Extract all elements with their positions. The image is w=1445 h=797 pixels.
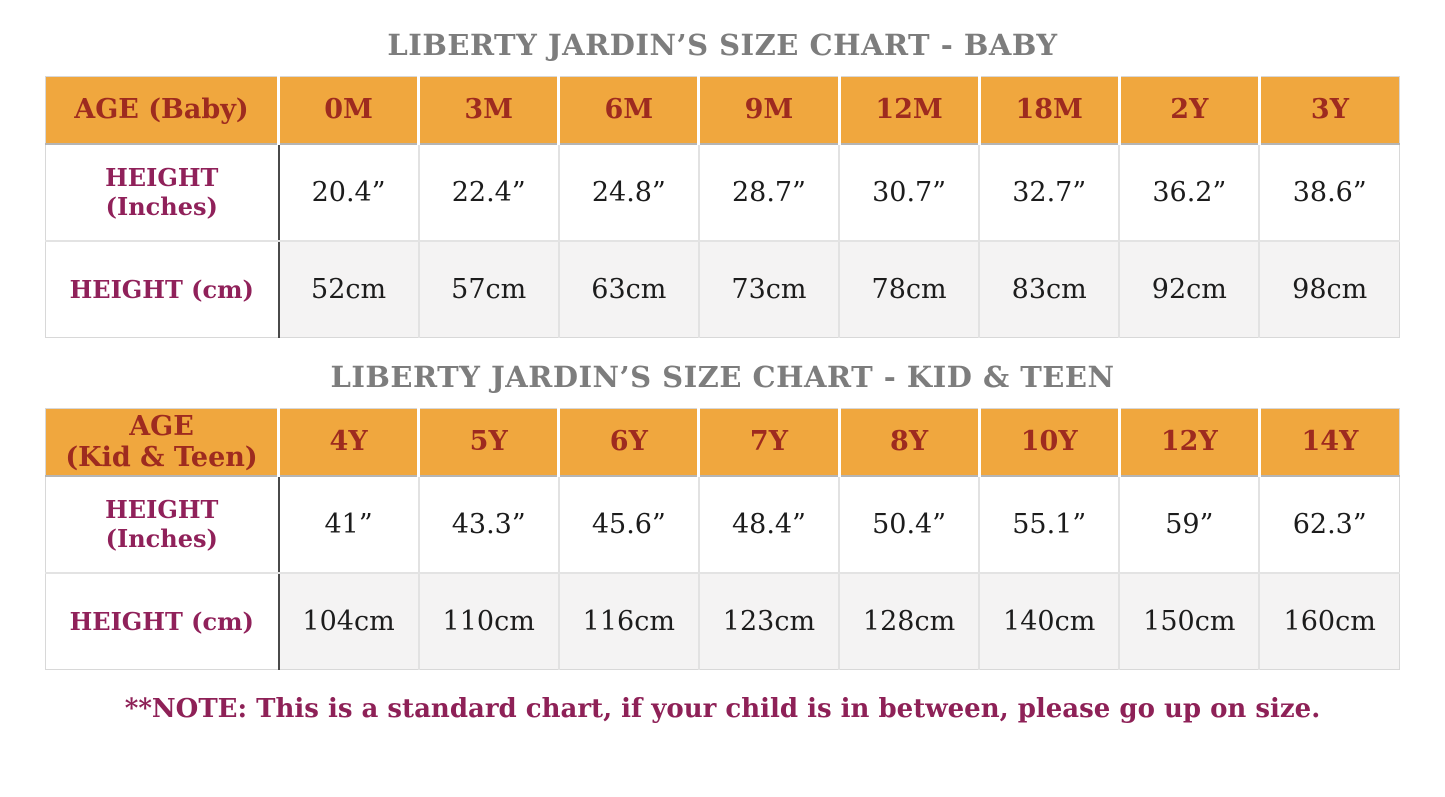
age-column-header: 12Y	[1119, 408, 1259, 476]
baby-chart-title: LIBERTY JARDIN’S SIZE CHART - BABY	[387, 28, 1058, 62]
size-value-cell: 28.7”	[699, 144, 839, 241]
size-value-cell: 22.4”	[419, 144, 559, 241]
size-value-cell: 110cm	[419, 573, 559, 670]
size-value-cell: 48.4”	[699, 476, 839, 573]
size-value-cell: 160cm	[1259, 573, 1399, 670]
age-header-cell: AGE (Kid & Teen)	[46, 408, 279, 476]
size-value-cell: 83cm	[979, 241, 1119, 338]
baby-size-table	[45, 76, 1400, 338]
age-column-header: 7Y	[699, 408, 839, 476]
size-value-cell: 55.1”	[979, 476, 1119, 573]
age-column-header: 3Y	[1259, 76, 1399, 144]
age-column-header: 3M	[419, 76, 559, 144]
table-row	[46, 241, 1400, 338]
age-column-header: 6M	[559, 76, 699, 144]
size-value-cell: 41”	[279, 476, 419, 573]
size-value-cell: 98cm	[1259, 241, 1399, 338]
size-value-cell: 150cm	[1119, 573, 1259, 670]
table-row	[46, 144, 1400, 241]
size-value-cell: 92cm	[1119, 241, 1259, 338]
size-value-cell: 43.3”	[419, 476, 559, 573]
row-label: HEIGHT (Inches)	[46, 476, 279, 573]
row-label: HEIGHT (Inches)	[46, 144, 279, 241]
table-row	[46, 573, 1400, 670]
row-label: HEIGHT (cm)	[46, 241, 279, 338]
size-value-cell: 52cm	[279, 241, 419, 338]
size-value-cell: 116cm	[559, 573, 699, 670]
size-value-cell: 73cm	[699, 241, 839, 338]
table-row	[46, 476, 1400, 573]
size-value-cell: 63cm	[559, 241, 699, 338]
size-value-cell: 78cm	[839, 241, 979, 338]
size-value-cell: 38.6”	[1259, 144, 1399, 241]
age-column-header: 5Y	[419, 408, 559, 476]
kid-teen-chart-title: LIBERTY JARDIN’S SIZE CHART - KID & TEEN	[330, 359, 1115, 394]
size-value-cell: 30.7”	[839, 144, 979, 241]
size-value-cell: 57cm	[419, 241, 559, 338]
size-note: **NOTE: This is a standard chart, if your child is in between, please go up on size.	[124, 693, 1321, 724]
age-column-header: 18M	[979, 76, 1119, 144]
age-column-header: 12M	[839, 76, 979, 144]
header-row	[46, 408, 1400, 476]
size-value-cell: 123cm	[699, 573, 839, 670]
size-value-cell: 32.7”	[979, 144, 1119, 241]
size-value-cell: 104cm	[279, 573, 419, 670]
age-column-header: 9M	[699, 76, 839, 144]
size-value-cell: 20.4”	[279, 144, 419, 241]
size-value-cell: 59”	[1119, 476, 1259, 573]
size-value-cell: 128cm	[839, 573, 979, 670]
age-column-header: 2Y	[1119, 76, 1259, 144]
age-column-header: 14Y	[1259, 408, 1399, 476]
age-column-header: 10Y	[979, 408, 1119, 476]
header-row	[46, 76, 1400, 144]
baby-size-chart-section	[0, 30, 1445, 338]
kid-teen-size-chart-section	[0, 359, 1445, 670]
size-value-cell: 140cm	[979, 573, 1119, 670]
size-value-cell: 24.8”	[559, 144, 699, 241]
age-column-header: 4Y	[279, 408, 419, 476]
kid-teen-size-table	[45, 408, 1400, 670]
size-value-cell: 50.4”	[839, 476, 979, 573]
size-value-cell: 62.3”	[1259, 476, 1399, 573]
age-column-header: 6Y	[559, 408, 699, 476]
age-header-cell: AGE (Baby)	[46, 76, 279, 144]
row-label: HEIGHT (cm)	[46, 573, 279, 670]
age-column-header: 8Y	[839, 408, 979, 476]
size-value-cell: 36.2”	[1119, 144, 1259, 241]
size-value-cell: 45.6”	[559, 476, 699, 573]
age-column-header: 0M	[279, 76, 419, 144]
